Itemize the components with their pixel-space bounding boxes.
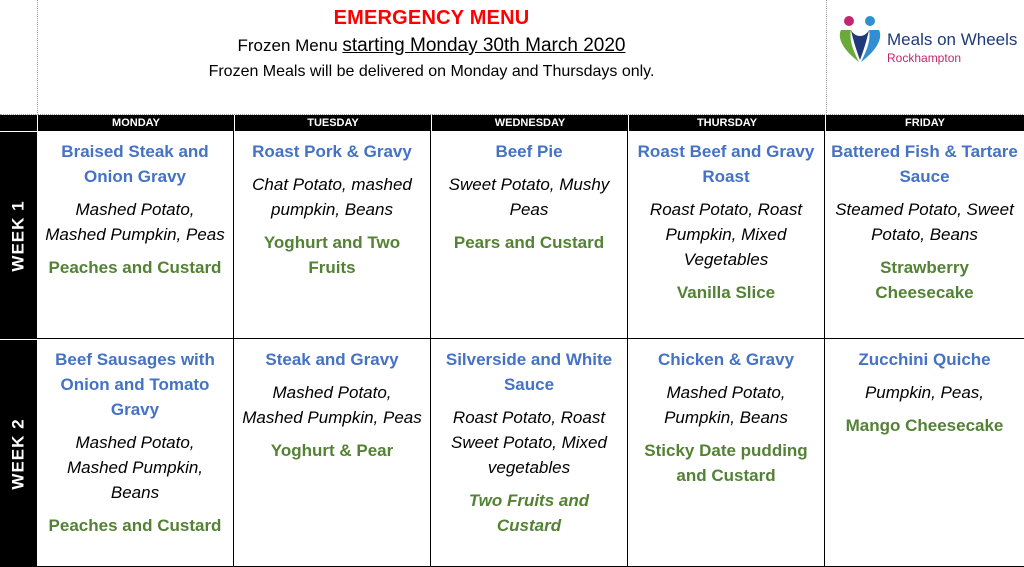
side-dishes: Mashed Potato, Pumpkin, Beans bbox=[664, 383, 788, 427]
side-dishes: Roast Potato, Roast Sweet Potato, Mixed vegetables bbox=[451, 408, 607, 477]
side-dishes: Sweet Potato, Mushy Peas bbox=[448, 175, 610, 219]
dessert: Yoghurt and Two Fruits bbox=[263, 233, 401, 277]
meal-cell-week1-friday bbox=[825, 131, 1024, 339]
title-cell bbox=[38, 0, 825, 115]
dessert: Yoghurt & Pear bbox=[270, 441, 394, 460]
week-label-text: WEEK 1 bbox=[8, 199, 28, 272]
side-dishes: Mashed Potato, Mashed Pumpkin, Peas bbox=[45, 200, 225, 244]
main-dish: Roast Pork & Gravy bbox=[252, 142, 412, 161]
meal-cell-week1-wednesday bbox=[431, 131, 628, 339]
main-dish: Braised Steak and Onion Gravy bbox=[61, 142, 209, 186]
side-dishes: Pumpkin, Peas, bbox=[864, 383, 985, 402]
meal-cell-week2-thursday bbox=[628, 339, 825, 567]
subtitle-start-date: starting Monday 30th March 2020 bbox=[342, 35, 626, 56]
side-dishes: Mashed Potato, Mashed Pumpkin, Beans bbox=[66, 433, 204, 502]
week-label-2 bbox=[0, 339, 37, 567]
delivery-note: Frozen Meals will be delivered on Monday and Thursdays only. bbox=[208, 63, 655, 80]
dessert: Sticky Date pudding and Custard bbox=[644, 441, 808, 485]
dessert: Vanilla Slice bbox=[676, 283, 776, 302]
dessert: Peaches and Custard bbox=[48, 516, 222, 535]
logo-name: Meals on Wheels bbox=[887, 30, 1018, 49]
side-dishes: Mashed Potato, Mashed Pumpkin, Peas bbox=[242, 383, 422, 427]
day-header-tuesday: TUESDAY bbox=[234, 115, 431, 131]
logo-cell bbox=[826, 0, 1024, 115]
side-dishes: Chat Potato, mashed pumpkin, Beans bbox=[252, 175, 412, 219]
heart-people-logo-icon bbox=[837, 14, 883, 66]
menu-subtitle bbox=[38, 35, 825, 57]
meal-cell-week2-wednesday bbox=[431, 339, 628, 567]
dessert: Two Fruits and Custard bbox=[468, 491, 590, 535]
subtitle-prefix: Frozen Menu bbox=[237, 36, 343, 55]
main-dish: Zucchini Quiche bbox=[858, 350, 991, 369]
menu-title: EMERGENCY MENU bbox=[333, 7, 530, 29]
main-dish: Roast Beef and Gravy Roast bbox=[637, 142, 815, 186]
main-dish: Battered Fish & Tartare Sauce bbox=[831, 142, 1018, 186]
main-dish: Chicken & Gravy bbox=[657, 350, 795, 369]
main-dish: Silverside and White Sauce bbox=[445, 350, 613, 394]
main-dish: Beef Sausages with Onion and Tomato Gravy bbox=[55, 350, 215, 419]
meal-cell-week2-monday bbox=[37, 339, 234, 567]
main-dish: Steak and Gravy bbox=[265, 350, 399, 369]
header-blank-cell bbox=[0, 0, 38, 115]
dessert: Mango Cheesecake bbox=[845, 416, 1004, 435]
dessert: Peaches and Custard bbox=[48, 258, 222, 277]
meal-cell-week1-thursday bbox=[628, 131, 825, 339]
meals-on-wheels-logo bbox=[837, 14, 1024, 72]
logo-subtitle: Rockhampton bbox=[887, 51, 962, 65]
dessert: Pears and Custard bbox=[453, 233, 605, 252]
meal-cell-week1-monday bbox=[37, 131, 234, 339]
day-header-monday: MONDAY bbox=[37, 115, 234, 131]
menu-header bbox=[0, 0, 1024, 116]
main-dish: Beef Pie bbox=[495, 142, 563, 161]
table-corner bbox=[0, 115, 37, 131]
side-dishes: Roast Potato, Roast Pumpkin, Mixed Vegetables bbox=[649, 200, 803, 269]
menu-table bbox=[0, 115, 1024, 567]
day-header-friday: FRIDAY bbox=[825, 115, 1024, 131]
meal-cell-week2-friday bbox=[825, 339, 1024, 567]
week-label-1 bbox=[0, 131, 37, 339]
day-header-wednesday: WEDNESDAY bbox=[431, 115, 628, 131]
week-label-text: WEEK 2 bbox=[8, 417, 28, 490]
meal-cell-week1-tuesday bbox=[234, 131, 431, 339]
side-dishes: Steamed Potato, Sweet Potato, Beans bbox=[835, 200, 1014, 244]
day-header-thursday: THURSDAY bbox=[628, 115, 825, 131]
dessert: Strawberry Cheesecake bbox=[875, 258, 974, 302]
meal-cell-week2-tuesday bbox=[234, 339, 431, 567]
